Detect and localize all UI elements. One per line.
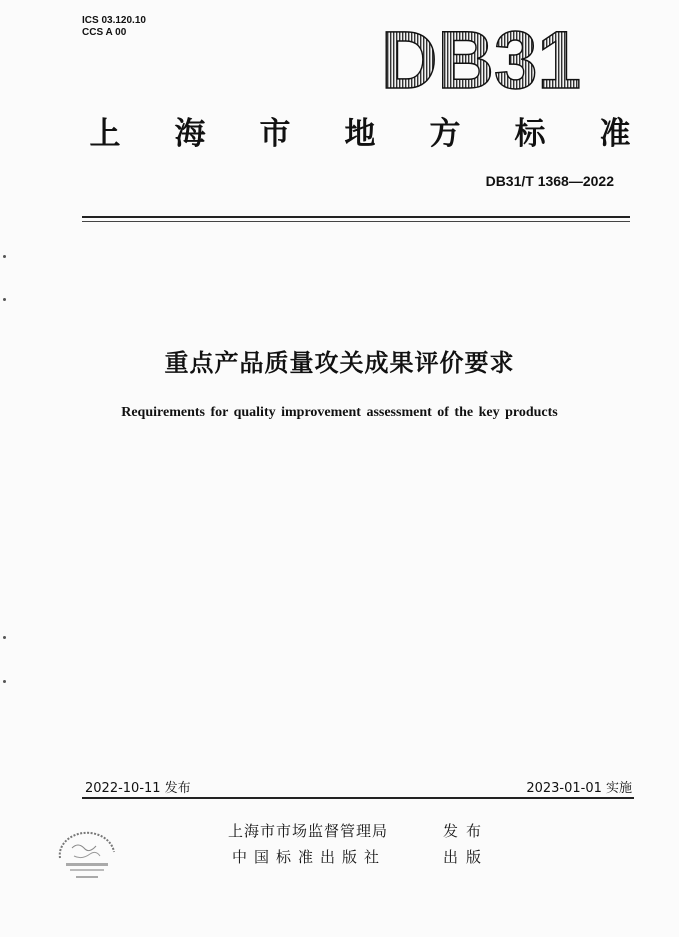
issuer-press-action: 出版: [443, 848, 490, 866]
document-title-en: Requirements for quality improvement assessment of the key products: [121, 405, 558, 420]
footer-divider: [82, 797, 634, 799]
ccs-code: CCS A 00: [82, 27, 127, 38]
issuer-samr: 上海市市场监督管理局: [228, 822, 389, 840]
ics-code: ICS 03.120.10: [82, 15, 146, 26]
logo-text: DB31: [381, 22, 581, 94]
scan-mark: [3, 298, 6, 301]
category-char: 上: [89, 116, 121, 152]
header-divider-thin: [82, 221, 630, 222]
document-title-zh: 重点产品质量攻关成果评价要求: [164, 349, 515, 377]
category-char: 准: [599, 116, 631, 152]
effective-date: 2023-01-01 实施: [526, 781, 632, 796]
standard-category: [85, 108, 635, 153]
classification-codes: [82, 15, 146, 39]
publish-date: 2022-10-11 发布: [85, 781, 191, 796]
scan-mark: [3, 680, 6, 683]
seal-stamp: [52, 828, 122, 884]
standard-number: DB31/T 1368—2022: [485, 173, 614, 189]
category-char: 标: [514, 116, 546, 152]
issuer-press: 中国标准出版社: [232, 848, 387, 866]
category-char: 市: [259, 116, 291, 152]
category-char: 海: [174, 116, 206, 152]
scan-mark: [3, 636, 6, 639]
db31-logo: [378, 22, 584, 94]
scan-mark: [3, 255, 6, 258]
header-divider: [82, 216, 630, 218]
category-char: 方: [429, 116, 461, 152]
issuer-samr-action: 发布: [443, 822, 490, 840]
category-char: 地: [344, 116, 376, 152]
